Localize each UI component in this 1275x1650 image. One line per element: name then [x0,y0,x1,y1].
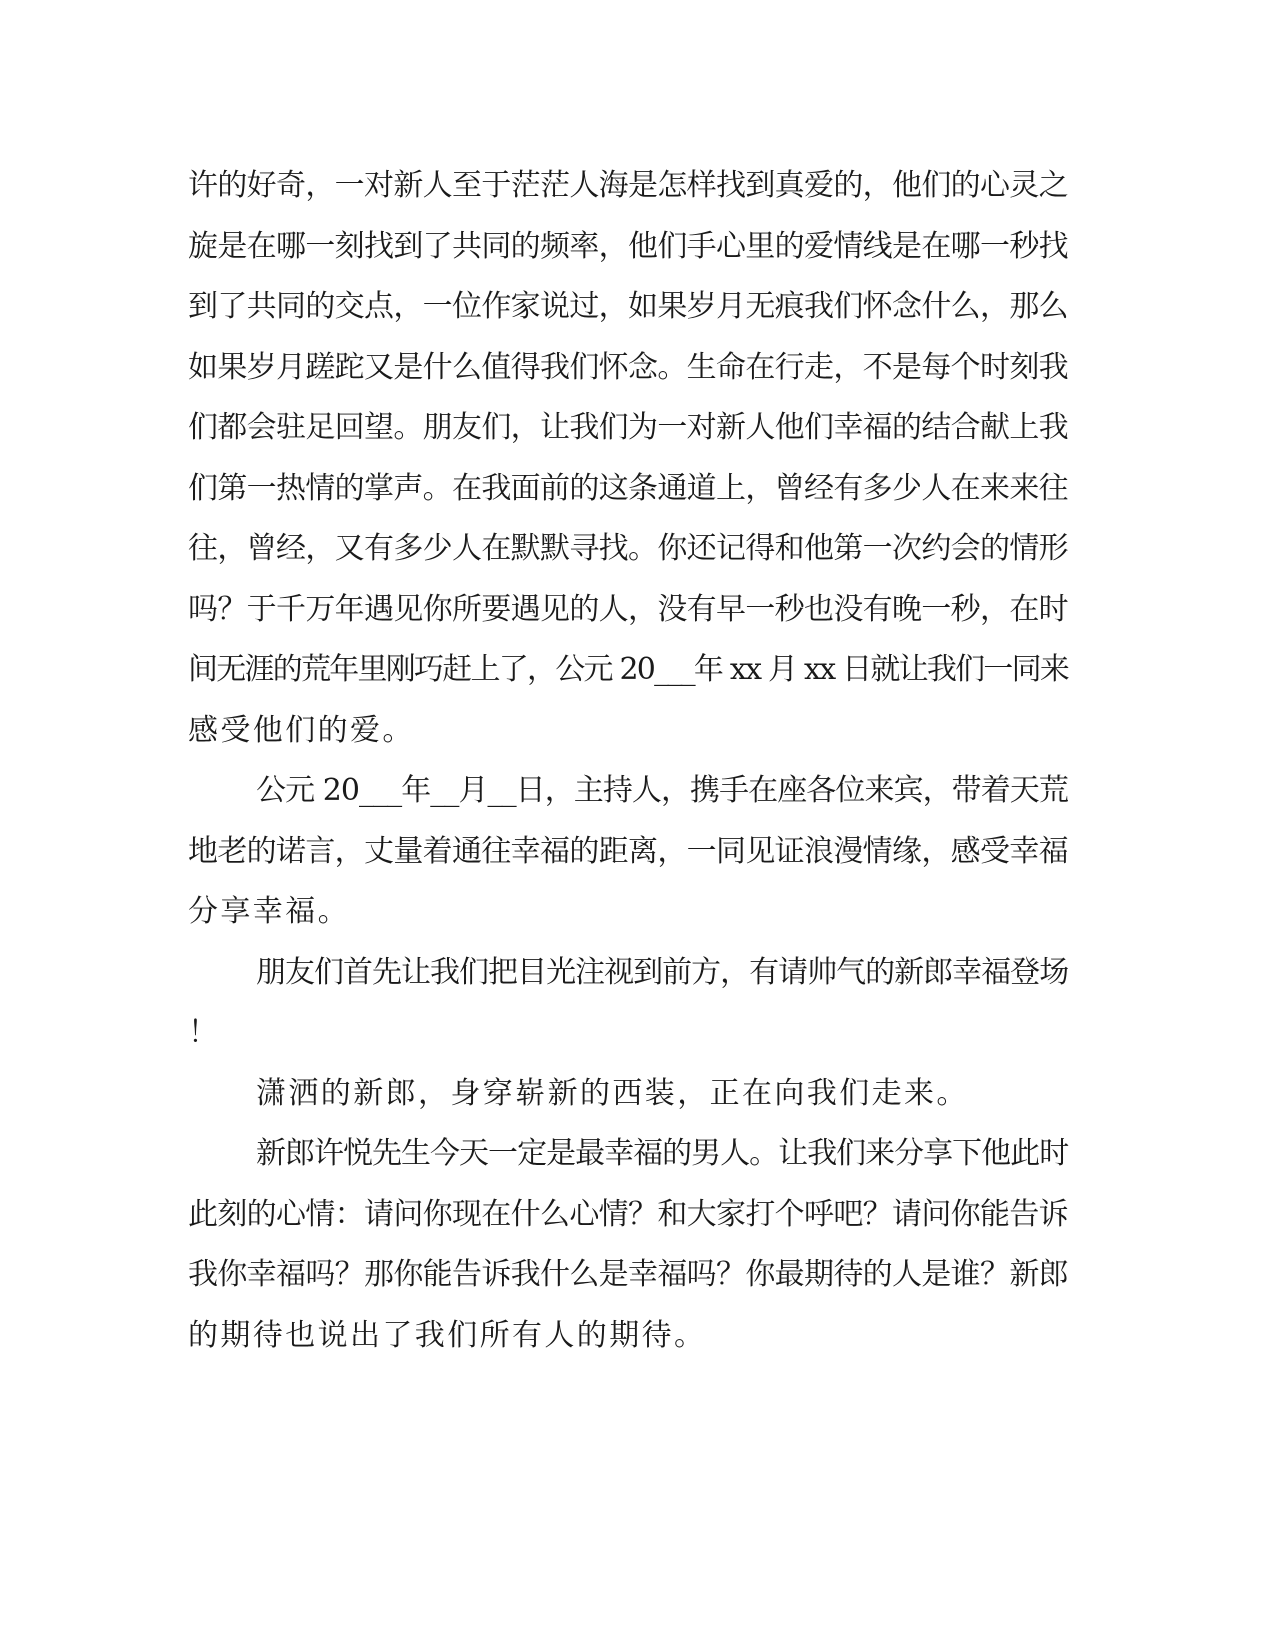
text-line: 旋是在哪一刻找到了共同的频率，他们手心里的爱情线是在哪一秒找 [188,228,1068,264]
text-line: 分享幸福。 [188,894,350,929]
text-line: ！ [188,1015,221,1050]
text-line: 的期待也说出了我们所有人的期待。 [188,1317,707,1353]
text-line: 吗？于千万年遇见你所要遇见的人，没有早一秒也没有晚一秒，在时 [188,591,1068,627]
text-line: 们都会驻足回望。朋友们，让我们为一对新人他们幸福的结合献上我 [188,410,1068,445]
text-line: 公元 20___年__月__日，主持人，携手在座各位来宾，带着天荒 [256,773,1068,808]
paragraph-4 [188,1064,1068,1125]
text-line: 我你幸福吗？那你能告诉我什么是幸福吗？你最期待的人是谁？新郎 [188,1257,1068,1292]
text-line: 此刻的心情：请问你现在什么心情？和大家打个呼吧？请问你能告诉 [188,1196,1068,1232]
paragraph-1 [188,156,1068,761]
text-line: 感受他们的爱。 [188,712,415,748]
text-line: 到了共同的交点，一位作家说过，如果岁月无痕我们怀念什么，那么 [188,289,1068,324]
text-line: 许的好奇，一对新人至于茫茫人海是怎样找到真爱的，他们的心灵之 [188,168,1068,203]
paragraph-2 [188,761,1068,943]
text-line: 潇洒的新郎，身穿崭新的西装，正在向我们走来。 [256,1075,969,1111]
text-line: 新郎许悦先生今天一定是最幸福的男人。让我们来分享下他此时 [256,1136,1069,1171]
paragraph-5 [188,1124,1068,1366]
text-line: 往，曾经，又有多少人在默默寻找。你还记得和他第一次约会的情形 [188,531,1068,566]
document-body [188,156,1068,1366]
text-line: 们第一热情的掌声。在我面前的这条通道上，曾经有多少人在来来往 [188,470,1068,506]
text-line: 地老的诺言，丈量着通往幸福的距离，一同见证浪漫情缘，感受幸福 [188,833,1068,869]
text-line: 如果岁月蹉跎又是什么值得我们怀念。生命在行走，不是每个时刻我 [188,349,1068,385]
text-line: 朋友们首先让我们把目光注视到前方，有请帅气的新郎幸福登场 [256,954,1069,990]
text-line: 间无涯的荒年里刚巧赶上了，公元 20___年 xx 月 xx 日就让我们一同来 [188,652,1069,687]
paragraph-3 [188,943,1068,1064]
